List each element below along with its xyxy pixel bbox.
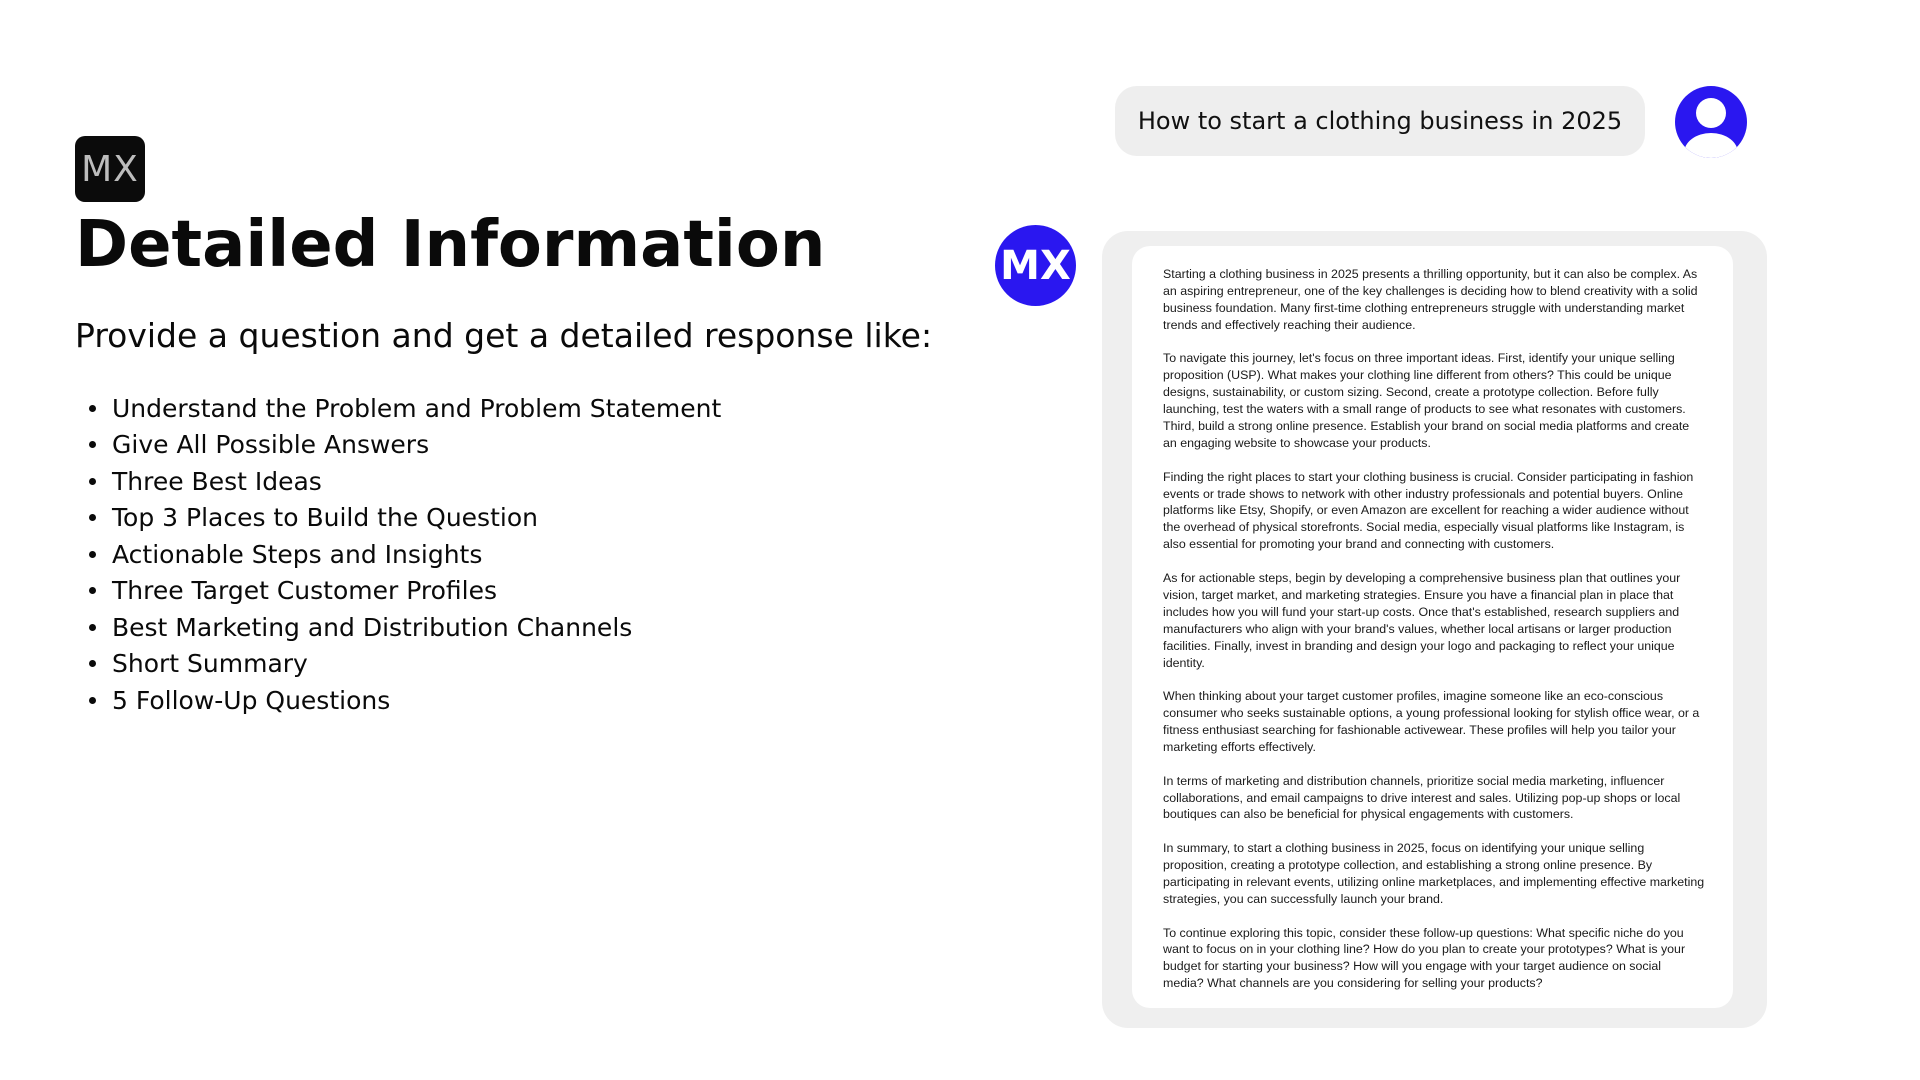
bullet-dot: [89, 660, 96, 667]
list-item: [75, 390, 721, 427]
feature-list: [75, 390, 721, 719]
response-frame: [1102, 231, 1767, 1028]
feature-label: Three Best Ideas: [112, 466, 322, 496]
mx-logo-text: MX: [81, 148, 139, 190]
list-item: [75, 609, 721, 646]
feature-label: Top 3 Places to Build the Question: [112, 503, 538, 533]
response-paragraph: As for actionable steps, begin by developing a comprehensive business plan that outlines your vision, target market, and marketing strategies. Ensure you have a financial plan in place that includes how you will fund your start-up costs. Once that's established, research suppliers and manufacturers who align with your brand's values, whether local artisans or larger production facilities. Finally, invest in branding and design your logo and packaging to reflect your unique identity.: [1163, 570, 1681, 670]
bullet-dot: [89, 624, 96, 631]
response-paragraph: Starting a clothing business in 2025 presents a thrilling opportunity, but it can also be complex. As an aspiring entrepreneur, one of the key challenges is deciding how to blend creativity with a solid business foundation. Many first-time clothing entrepreneurs struggle with understanding market trends and effectively reaching their audience.: [1163, 267, 1698, 332]
response-document: [1132, 246, 1733, 1008]
list-item: [75, 573, 721, 610]
bullet-dot: [89, 441, 96, 448]
response-paragraph: In terms of marketing and distribution channels, prioritize social media marketing, influencer collaborations, and email campaigns to drive interest and sales. Utilizing pop-up shops or local boutiques can also be beneficial for physical engagements with customers.: [1163, 773, 1681, 822]
user-avatar-svg: [1675, 86, 1747, 158]
feature-label: Understand the Problem and Problem Statement: [112, 393, 722, 423]
feature-label: Give All Possible Answers: [112, 430, 430, 460]
list-item: [75, 427, 721, 464]
feature-label: Three Target Customer Profiles: [112, 576, 497, 606]
response-paragraph: To continue exploring this topic, consider these follow-up questions: What specific niche do you want to focus on in your clothing line? How do you plan to create your prototypes? What is your budget for starting your business? How will you engage with your target audience on social media? What channels are you considering for selling your products?: [1163, 925, 1686, 991]
bullet-dot: [89, 551, 96, 558]
bullet-dot: [89, 514, 96, 521]
response-paragraph: To navigate this journey, let's focus on three important ideas. First, identify your unique selling proposition (USP). What makes your clothing line different from others? This could be unique designs, sustainability, or custom sizing. Second, create a prototype collection. Before fully launching, test the waters with a small range of products to see what resonates with customers. Third, build a strong online presence. Establish your brand on social media platforms and create an engaging website to showcase your products.: [1163, 351, 1690, 450]
feature-label: Short Summary: [112, 649, 308, 679]
response-paragraph: When thinking about your target customer profiles, imagine someone like an eco-conscious consumer who seeks sustainable options, a young professional looking for stylish office wear, or a fitness enthusiast searching for fashionable activewear. These profiles will help you tailor your marketing efforts effectively.: [1163, 689, 1700, 754]
user-message-bubble: [1115, 86, 1645, 156]
user-avatar-icon: [1675, 86, 1747, 158]
page-subtitle: Provide a question and get a detailed response like:: [75, 316, 933, 355]
assistant-avatar: [995, 225, 1076, 306]
feature-label: Actionable Steps and Insights: [112, 539, 483, 569]
list-item: [75, 682, 721, 719]
bullet-dot: [89, 478, 96, 485]
list-item: [75, 646, 721, 683]
list-item: [75, 500, 721, 537]
feature-label: Best Marketing and Distribution Channels: [112, 612, 633, 642]
bullet-dot: [89, 587, 96, 594]
list-item: [75, 463, 721, 500]
list-item: [75, 536, 721, 573]
mx-logo: [75, 136, 145, 202]
response-paragraph: In summary, to start a clothing business in 2025, focus on identifying your unique selling proposition, creating a prototype collection, and establishing a strong online presence. By participating in relevant events, utilizing online marketplaces, and implementing effective marketing strategies, you can successfully launch your brand.: [1163, 841, 1705, 906]
bullet-dot: [89, 697, 96, 704]
response-paragraph: Finding the right places to start your clothing business is crucial. Consider participating in fashion events or trade shows to network with other industry professionals and potential buyers. Online platforms like Etsy, Shopify, or even Amazon are excellent for reaching a wider audience without the overhead of physical storefronts. Social media, especially visual platforms like Instagram, is also essential for promoting your brand and connecting with customers.: [1163, 469, 1694, 552]
page-title: Detailed Information: [75, 208, 826, 282]
feature-label: 5 Follow-Up Questions: [112, 685, 391, 715]
assistant-avatar-text: MX: [1000, 242, 1071, 289]
bullet-dot: [89, 405, 96, 412]
user-question-text: How to start a clothing business in 2025: [1137, 107, 1623, 135]
